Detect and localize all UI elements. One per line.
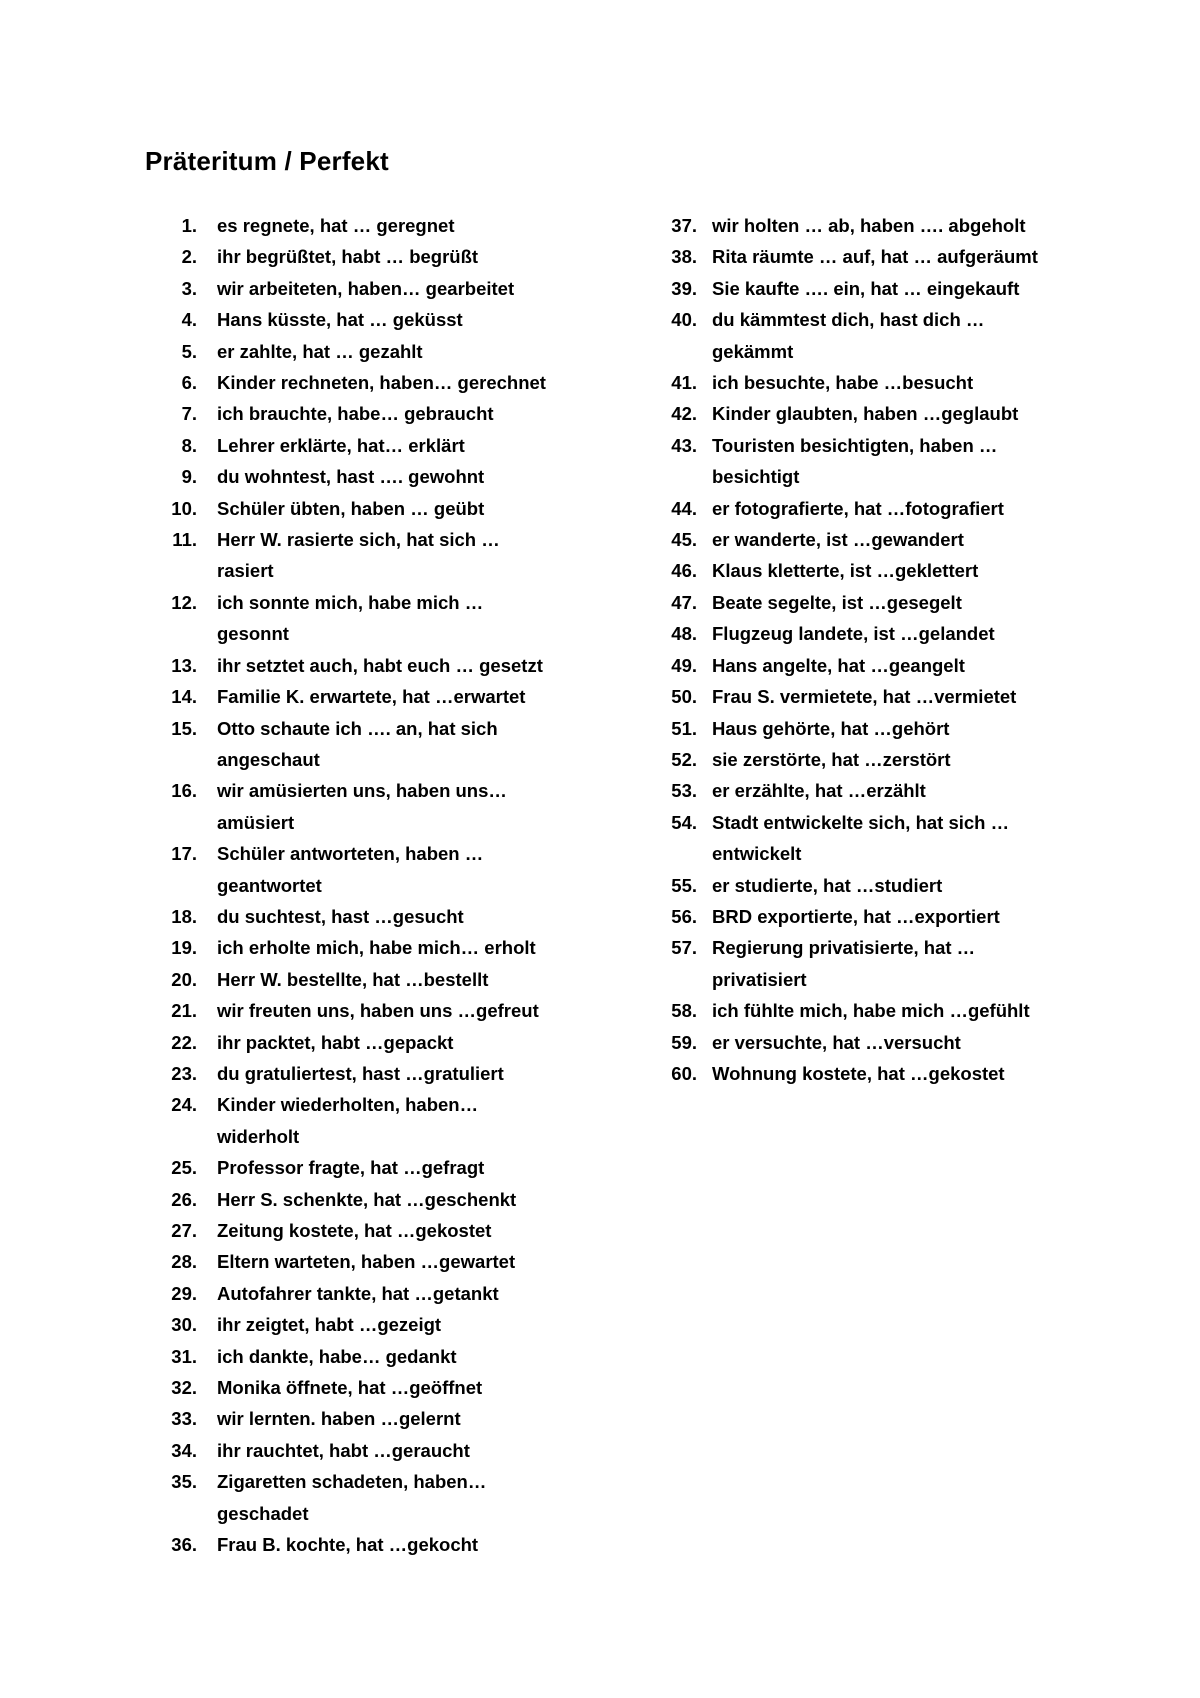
item-number: 5. <box>181 340 197 362</box>
item-text <box>197 1058 605 1089</box>
item-text-line: geschadet <box>217 1502 309 1524</box>
item-number: 58. <box>671 1000 697 1022</box>
item-text <box>197 1466 605 1529</box>
item-text <box>197 775 605 838</box>
item-text <box>197 650 605 681</box>
item-number: 42. <box>671 403 697 425</box>
item-text <box>697 273 1100 304</box>
list-item <box>165 1403 605 1434</box>
item-text-line: er fotografierte, hat …fotografiert <box>712 497 1004 519</box>
item-text-line: Hans angelte, hat …geangelt <box>712 654 965 676</box>
list-item <box>660 304 1100 367</box>
item-text-line: Hans küsste, hat … geküsst <box>217 309 463 331</box>
item-text-line: sie zerstörte, hat …zerstört <box>712 748 951 770</box>
list-item <box>660 618 1100 649</box>
item-text-line: du suchtest, hast …gesucht <box>217 905 464 927</box>
item-text-line: gekämmt <box>712 340 794 362</box>
item-text-line: wir holten … ab, haben …. abgeholt <box>712 215 1026 236</box>
item-text-line: Zeitung kostete, hat …gekostet <box>217 1220 492 1241</box>
item-text <box>197 932 605 963</box>
item-text-line: besichtigt <box>712 466 800 488</box>
item-text-line: Sie kaufte …. ein, hat … eingekauft <box>712 277 1020 299</box>
item-text <box>197 1089 605 1152</box>
right-column-list <box>660 210 1100 1089</box>
item-text <box>697 430 1100 493</box>
item-number: 52. <box>671 748 697 770</box>
item-number: 11. <box>172 529 197 551</box>
item-text <box>697 713 1100 744</box>
item-text-line: ich sonnte mich, habe mich … <box>217 591 484 613</box>
item-text <box>697 807 1100 870</box>
item-number: 56. <box>671 905 697 927</box>
item-number: 44. <box>671 497 697 519</box>
list-item <box>660 901 1100 932</box>
item-text <box>697 304 1100 367</box>
item-text <box>197 1529 605 1560</box>
item-text <box>197 273 605 304</box>
item-number: 33. <box>171 1408 197 1430</box>
item-text <box>197 1341 605 1372</box>
item-text-line: Beate segelte, ist …gesegelt <box>712 591 962 613</box>
list-item <box>165 1435 605 1466</box>
item-text <box>697 493 1100 524</box>
item-text <box>197 1435 605 1466</box>
item-number: 37. <box>671 215 697 236</box>
item-number: 24. <box>171 1094 197 1116</box>
item-number: 48. <box>671 623 697 645</box>
item-number: 19. <box>171 937 197 959</box>
item-text-line: du gratuliertest, hast …gratuliert <box>217 1062 504 1084</box>
item-number: 50. <box>671 686 697 708</box>
item-text-line: gesonnt <box>217 623 289 645</box>
item-text-line: Lehrer erklärte, hat… erklärt <box>217 434 465 456</box>
item-text-line: Flugzeug landete, ist …gelandet <box>712 623 995 645</box>
item-text <box>697 1058 1100 1089</box>
item-number: 21. <box>171 1000 197 1022</box>
item-text-line: Kinder rechneten, haben… gerechnet <box>217 372 546 394</box>
item-text <box>197 1309 605 1340</box>
left-column-list <box>165 210 605 1560</box>
list-item <box>165 367 605 398</box>
list-item <box>165 1089 605 1152</box>
item-number: 51. <box>671 717 697 739</box>
list-item <box>165 524 605 587</box>
item-number: 27. <box>171 1220 197 1241</box>
list-item <box>660 430 1100 493</box>
item-number: 17. <box>171 843 197 865</box>
item-text-line: es regnete, hat … geregnet <box>217 215 455 236</box>
item-text <box>197 336 605 367</box>
item-text-line: rasiert <box>217 560 274 582</box>
item-number: 55. <box>671 874 697 896</box>
list-item <box>660 493 1100 524</box>
item-text-line: Klaus kletterte, ist …geklettert <box>712 560 979 582</box>
item-number: 12. <box>171 591 197 613</box>
item-text-line: er versuchte, hat …versucht <box>712 1031 961 1053</box>
item-text-line: wir lernten. haben …gelernt <box>217 1408 461 1430</box>
item-text <box>697 367 1100 398</box>
list-item <box>165 430 605 461</box>
list-item <box>165 1058 605 1089</box>
item-number: 14. <box>171 686 197 708</box>
item-text <box>197 304 605 335</box>
item-number: 16. <box>171 780 197 802</box>
item-text-line: ich besuchte, habe …besucht <box>712 372 974 394</box>
item-text-line: Haus gehörte, hat …gehört <box>712 717 950 739</box>
item-text <box>197 713 605 776</box>
list-item <box>165 1184 605 1215</box>
item-text-line: Kinder glaubten, haben …geglaubt <box>712 403 1019 425</box>
item-text-line: Herr S. schenkte, hat …geschenkt <box>217 1188 517 1210</box>
item-text <box>197 1246 605 1277</box>
item-number: 1. <box>181 215 197 236</box>
item-number: 59. <box>671 1031 697 1053</box>
item-text <box>197 367 605 398</box>
item-text-line: ich erholte mich, habe mich… erholt <box>217 937 536 959</box>
item-text <box>697 210 1100 241</box>
item-number: 2. <box>181 246 197 268</box>
item-number: 28. <box>171 1251 197 1273</box>
item-text-line: privatisiert <box>712 968 807 990</box>
item-number: 26. <box>171 1188 197 1210</box>
item-text <box>197 995 605 1026</box>
item-text-line: Herr W. bestellte, hat …bestellt <box>217 968 489 990</box>
item-text-line: er wanderte, ist …gewandert <box>712 529 964 551</box>
list-item <box>165 1027 605 1058</box>
list-item <box>165 587 605 650</box>
list-item <box>165 273 605 304</box>
item-text-line: wir freuten uns, haben uns …gefreut <box>217 1000 539 1022</box>
list-item <box>165 901 605 932</box>
item-number: 53. <box>671 780 697 802</box>
item-text-line: ich fühlte mich, habe mich …gefühlt <box>712 1000 1030 1022</box>
list-item <box>165 932 605 963</box>
item-text-line: widerholt <box>217 1125 300 1147</box>
item-text <box>697 775 1100 806</box>
item-text-line: er erzählte, hat …erzählt <box>712 780 926 802</box>
item-text-line: amüsiert <box>217 811 295 833</box>
list-item <box>660 932 1100 995</box>
item-text-line: er zahlte, hat … gezahlt <box>217 340 423 362</box>
item-text <box>197 1372 605 1403</box>
list-item <box>165 1309 605 1340</box>
item-number: 49. <box>671 654 697 676</box>
list-item <box>165 1215 605 1246</box>
item-number: 47. <box>671 591 697 613</box>
list-item <box>660 367 1100 398</box>
item-text <box>697 870 1100 901</box>
item-text <box>697 241 1100 272</box>
item-text-line: Regierung privatisierte, hat … <box>712 937 976 959</box>
item-text <box>697 524 1100 555</box>
item-text <box>197 1215 605 1246</box>
item-text-line: Familie K. erwartete, hat …erwartet <box>217 686 526 708</box>
list-item <box>165 1529 605 1560</box>
item-text <box>197 901 605 932</box>
item-number: 6. <box>181 372 197 394</box>
item-number: 8. <box>181 434 197 456</box>
item-text <box>197 1152 605 1183</box>
item-number: 40. <box>671 309 697 331</box>
list-item <box>660 273 1100 304</box>
item-number: 43. <box>671 434 697 456</box>
item-text-line: BRD exportierte, hat …exportiert <box>712 905 1000 927</box>
item-text <box>697 744 1100 775</box>
item-number: 30. <box>171 1314 197 1336</box>
item-number: 57. <box>671 937 697 959</box>
item-text <box>197 1027 605 1058</box>
list-item <box>165 650 605 681</box>
list-item <box>165 210 605 241</box>
item-text-line: ich brauchte, habe… gebraucht <box>217 403 494 425</box>
item-text-line: ihr rauchtet, habt …geraucht <box>217 1439 470 1461</box>
item-text-line: Autofahrer tankte, hat …getankt <box>217 1282 499 1304</box>
item-number: 41. <box>671 372 697 394</box>
item-text-line: Monika öffnete, hat …geöffnet <box>217 1377 483 1399</box>
item-number: 60. <box>671 1062 697 1084</box>
item-text-line: Schüler übten, haben … geübt <box>217 497 485 519</box>
list-item <box>660 775 1100 806</box>
list-item <box>660 995 1100 1026</box>
item-text-line: Eltern warteten, haben …gewartet <box>217 1251 516 1273</box>
list-item <box>165 1372 605 1403</box>
item-text <box>697 555 1100 586</box>
item-text-line: ihr setztet auch, habt euch … gesetzt <box>217 654 543 676</box>
list-item <box>660 1058 1100 1089</box>
list-item <box>165 1278 605 1309</box>
item-text-line: Zigaretten schadeten, haben… <box>217 1471 487 1493</box>
item-text-line: ihr zeigtet, habt …gezeigt <box>217 1314 442 1336</box>
item-text <box>197 430 605 461</box>
item-text <box>197 681 605 712</box>
item-number: 20. <box>171 968 197 990</box>
list-item <box>165 775 605 838</box>
item-text-line: ich dankte, habe… gedankt <box>217 1345 457 1367</box>
item-text <box>697 587 1100 618</box>
item-text <box>197 524 605 587</box>
item-text <box>697 901 1100 932</box>
item-number: 10. <box>171 497 197 519</box>
item-text <box>197 1278 605 1309</box>
list-item <box>660 398 1100 429</box>
list-item <box>165 838 605 901</box>
item-text-line: Rita räumte … auf, hat … aufgeräumt <box>712 246 1038 268</box>
list-item <box>660 713 1100 744</box>
item-text-line: Touristen besichtigten, haben … <box>712 434 998 456</box>
item-number: 36. <box>171 1534 197 1556</box>
list-item <box>660 1027 1100 1058</box>
list-item <box>165 336 605 367</box>
item-text <box>197 210 605 241</box>
item-number: 46. <box>671 560 697 582</box>
item-number: 29. <box>171 1282 197 1304</box>
item-text-line: Otto schaute ich …. an, hat sich <box>217 717 498 739</box>
list-item <box>660 681 1100 712</box>
list-item <box>165 713 605 776</box>
item-number: 39. <box>671 277 697 299</box>
item-text-line: er studierte, hat …studiert <box>712 874 943 896</box>
item-text-line: ihr packtet, habt …gepackt <box>217 1031 454 1053</box>
item-text <box>197 241 605 272</box>
list-item <box>165 398 605 429</box>
item-text <box>197 838 605 901</box>
item-text-line: geantwortet <box>217 874 322 896</box>
item-number: 45. <box>671 529 697 551</box>
item-number: 18. <box>171 905 197 927</box>
item-text <box>697 1027 1100 1058</box>
item-text-line: Frau B. kochte, hat …gekocht <box>217 1534 479 1556</box>
item-text <box>697 932 1100 995</box>
list-item <box>660 241 1100 272</box>
list-item <box>165 241 605 272</box>
item-text-line: Kinder wiederholten, haben… <box>217 1094 479 1116</box>
item-text <box>697 618 1100 649</box>
list-item <box>165 461 605 492</box>
item-number: 32. <box>171 1377 197 1399</box>
list-item <box>165 493 605 524</box>
list-item <box>165 1152 605 1183</box>
item-number: 31. <box>171 1345 197 1367</box>
page-title: Präteritum / Perfekt <box>145 146 389 176</box>
item-number: 34. <box>171 1439 197 1461</box>
list-item <box>660 555 1100 586</box>
item-number: 38. <box>671 246 697 268</box>
list-item <box>165 1341 605 1372</box>
item-text-line: Schüler antworteten, haben … <box>217 843 484 865</box>
item-text-line: du kämmtest dich, hast dich … <box>712 309 985 331</box>
item-text-line: wir arbeiteten, haben… gearbeitet <box>217 277 515 299</box>
item-text <box>697 650 1100 681</box>
item-text <box>197 587 605 650</box>
item-text <box>697 398 1100 429</box>
item-text <box>697 995 1100 1026</box>
list-item <box>660 587 1100 618</box>
item-text-line: Professor fragte, hat …gefragt <box>217 1157 485 1179</box>
item-text-line: Herr W. rasierte sich, hat sich … <box>217 529 500 551</box>
item-number: 54. <box>671 811 697 833</box>
item-number: 15. <box>171 717 197 739</box>
item-text <box>197 1184 605 1215</box>
item-number: 7. <box>181 403 197 425</box>
item-text-line: du wohntest, hast …. gewohnt <box>217 466 485 488</box>
list-item <box>165 304 605 335</box>
item-text <box>197 461 605 492</box>
list-item <box>660 807 1100 870</box>
list-item <box>165 681 605 712</box>
item-number: 4. <box>181 309 197 331</box>
item-number: 22. <box>171 1031 197 1053</box>
list-item <box>660 650 1100 681</box>
item-text <box>197 1403 605 1434</box>
item-text <box>197 493 605 524</box>
item-number: 35. <box>171 1471 197 1493</box>
item-text <box>197 964 605 995</box>
item-text <box>197 398 605 429</box>
item-number: 23. <box>171 1062 197 1084</box>
list-item <box>660 524 1100 555</box>
list-item <box>165 964 605 995</box>
item-text-line: Stadt entwickelte sich, hat sich … <box>712 811 1010 833</box>
item-number: 3. <box>181 277 197 299</box>
item-text-line: entwickelt <box>712 843 802 865</box>
item-text-line: Frau S. vermietete, hat …vermietet <box>712 686 1017 708</box>
list-item <box>660 870 1100 901</box>
item-text <box>697 681 1100 712</box>
list-item <box>165 1246 605 1277</box>
list-item <box>165 1466 605 1529</box>
list-item <box>660 744 1100 775</box>
list-item <box>165 995 605 1026</box>
item-text-line: wir amüsierten uns, haben uns… <box>217 780 507 802</box>
item-text-line: angeschaut <box>217 748 320 770</box>
item-number: 13. <box>171 654 197 676</box>
item-number: 9. <box>181 466 197 488</box>
item-text-line: ihr begrüßtet, habt … begrüßt <box>217 246 479 268</box>
list-item <box>660 210 1100 241</box>
item-text-line: Wohnung kostete, hat …gekostet <box>712 1062 1005 1084</box>
item-number: 25. <box>171 1157 197 1179</box>
